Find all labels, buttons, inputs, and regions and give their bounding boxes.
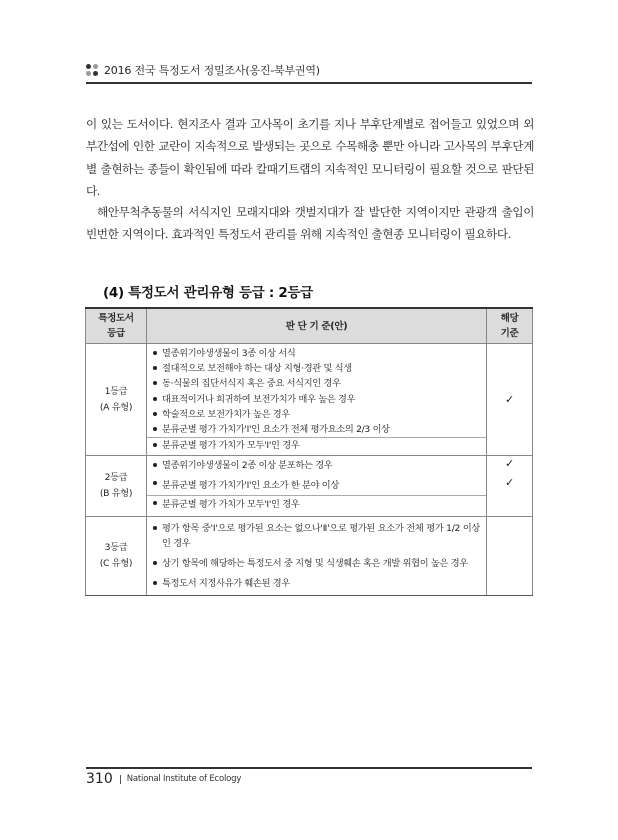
criteria-cell xyxy=(147,516,487,596)
footer-divider xyxy=(86,767,532,769)
criteria-item: 학술적으로 보전가치가 높은 경우 xyxy=(153,407,486,422)
criteria-item: 분류군별 평가 가치가'Ⅰ'인 요소가 한 분야 이상 xyxy=(153,476,486,495)
running-header-title: 2016 전국 특정도서 정밀조사(옹진-북부권역) xyxy=(104,64,320,77)
criteria-item: 멸종위기야생생물이 2종 이상 분포하는 경우 xyxy=(153,458,486,473)
grade-label: 3등급 xyxy=(104,542,128,554)
applicable-cell xyxy=(487,344,533,456)
table-row xyxy=(86,516,533,596)
grade-label: 1등급 xyxy=(104,385,128,397)
applicable-cell xyxy=(487,456,533,516)
page-footer xyxy=(86,771,241,787)
table-row xyxy=(86,456,533,516)
grade-type: (C 유형) xyxy=(99,558,133,570)
criteria-cell xyxy=(147,344,487,456)
header-criteria: 판 단 기 준(안) xyxy=(147,308,487,344)
criteria-item: 분류군별 평가 가치가 모두'Ⅰ'인 경우 xyxy=(147,495,486,514)
grade-type: (B 유형) xyxy=(99,488,133,500)
management-grade-table xyxy=(85,307,533,596)
body-paragraph-1: 이 있는 도서이다. 현지조사 결과 고사목이 초기를 지나 부후단계별로 접어들고 있었으며 외부간섭에 인한 교란이 지속적으로 발생되는 곳으로 수목해충 뿐만 아니라 고사목의 부후단계별 출현하는 종들이 확인됨에 따라 칼때기트랩의 지속적인 모니터링이 필요할 것으로 판단된다. xyxy=(86,117,534,199)
table-row xyxy=(86,344,533,456)
running-header xyxy=(86,62,320,78)
criteria-item: 평가 항목 중'Ⅰ'으로 평가된 요소는 없으나'Ⅱ'으로 평가된 요소가 전체 평가 1/2 이상인 경우 xyxy=(153,521,480,551)
applicable-cell xyxy=(487,516,533,596)
header-grade: 특정도서 등급 xyxy=(86,308,147,344)
criteria-item: 멸종위기야생생물이 3종 이상 서식 xyxy=(153,346,486,361)
section-title: (4) 특정도서 관리유형 등급 : 2등급 xyxy=(103,285,313,301)
check-mark: ✓ xyxy=(505,457,514,471)
criteria-item: 분류군별 평가 가치가 모두'Ⅰ'인 경우 xyxy=(147,437,486,453)
header-divider xyxy=(86,82,532,84)
grade-cell xyxy=(86,344,147,456)
criteria-item: 동·식물의 집단서식지 혹은 중요 서식지인 경우 xyxy=(153,376,486,391)
header-applicable: 해당 기준 xyxy=(487,308,533,344)
criteria-item: 절대적으로 보전해야 하는 대상 지형·경관 및 식생 xyxy=(153,361,486,376)
grade-cell xyxy=(86,456,147,516)
criteria-item: 대표적이거나 희귀하여 보전가치가 매우 높은 경우 xyxy=(153,392,486,407)
footer-separator xyxy=(120,775,121,784)
grade-cell xyxy=(86,516,147,596)
criteria-item: 상기 항목에 해당하는 특정도서 중 지형 및 식생훼손 혹은 개발 위협이 높은 경우 xyxy=(153,556,480,571)
criteria-item: 특정도서 지정사유가 훼손된 경우 xyxy=(153,576,480,591)
page-number: 310 xyxy=(86,771,113,787)
criteria-item: 분류군별 평가 가치가'Ⅰ'인 요소가 전체 평가요소의 2/3 이상 xyxy=(153,422,486,437)
grade-label: 2등급 xyxy=(104,472,128,484)
institute-name: National Institute of Ecology xyxy=(126,774,242,784)
criteria-cell xyxy=(147,456,487,516)
grade-type: (A 유형) xyxy=(99,401,133,413)
check-mark: ✓ xyxy=(505,475,514,489)
body-paragraph-2: 해안무척추동물의 서식지인 모래지대와 갯벌지대가 잘 발단한 지역이지만 관광객 출입이 빈번한 지역이다. 효과적인 특정도서 관리를 위해 지속적인 출현종 모니터링이 필요하다. xyxy=(86,205,534,242)
check-mark: ✓ xyxy=(505,393,514,407)
header-bullet-icon xyxy=(86,64,98,76)
